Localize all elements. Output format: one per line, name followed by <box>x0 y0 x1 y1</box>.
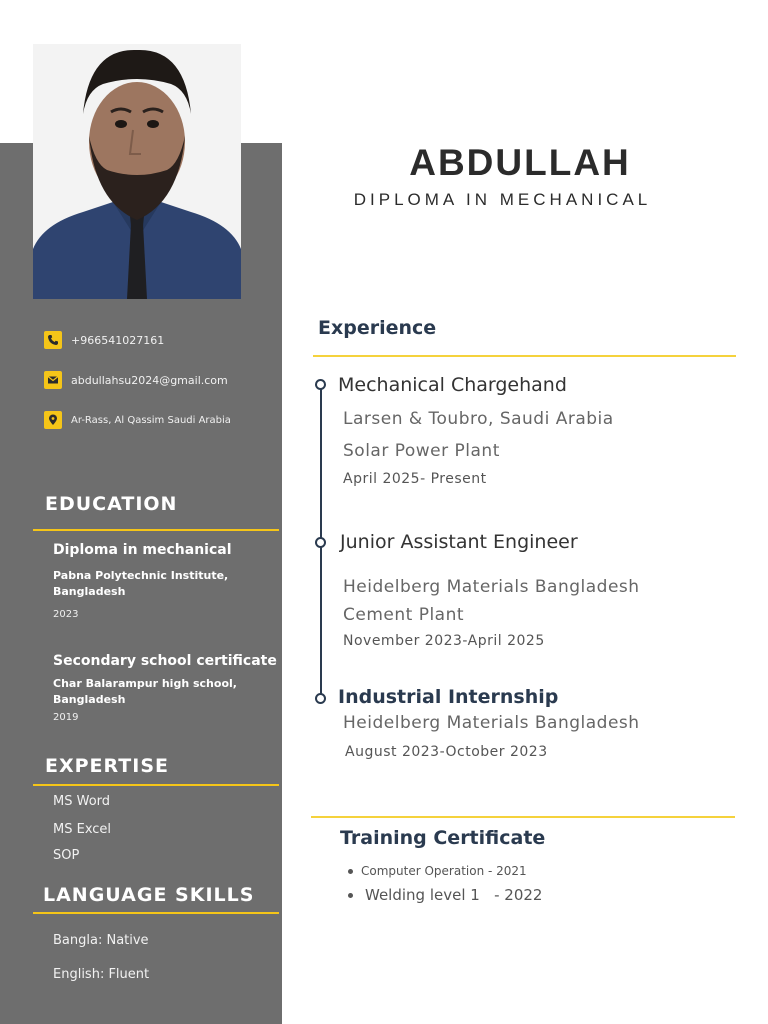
education-divider <box>33 529 279 531</box>
training-heading: Training Certificate <box>340 827 546 849</box>
candidate-name: ABDULLAH <box>409 142 631 183</box>
training-list <box>348 862 542 905</box>
job-title: Industrial Internship <box>338 686 559 708</box>
job-dates: August 2023-October 2023 <box>345 744 548 760</box>
education-heading: EDUCATION <box>45 493 178 515</box>
expertise-item: MS Excel <box>53 822 112 837</box>
contact-phone <box>44 331 164 349</box>
job-company: Heidelberg Materials Bangladesh <box>343 713 640 733</box>
job-detail: Cement Plant <box>343 605 465 625</box>
timeline-dot <box>315 537 326 548</box>
job-dates: November 2023-April 2025 <box>343 633 545 649</box>
training-item: Welding level 1 - 2022 <box>348 885 542 905</box>
phone-icon <box>44 331 62 349</box>
training-item: Computer Operation - 2021 <box>348 862 542 885</box>
job-dates: April 2025- Present <box>343 471 487 487</box>
language-item: English: Fluent <box>53 967 150 982</box>
expertise-item: SOP <box>53 848 80 863</box>
timeline-dot <box>315 379 326 390</box>
contact-address <box>44 411 231 429</box>
expertise-heading: EXPERTISE <box>45 755 170 777</box>
profile-photo-illustration <box>33 44 241 299</box>
education-degree: Secondary school certificate <box>53 653 277 669</box>
email-icon <box>44 371 62 389</box>
education-institution-country: Bangladesh <box>53 693 126 706</box>
education-year: 2023 <box>53 609 79 620</box>
education-institution: Pabna Polytechnic Institute, <box>53 569 229 582</box>
job-company: Larsen & Toubro, Saudi Arabia <box>343 409 614 429</box>
job-company: Heidelberg Materials Bangladesh <box>343 577 640 597</box>
language-skills-divider <box>33 912 279 914</box>
profile-photo <box>33 44 241 299</box>
job-title: Junior Assistant Engineer <box>340 531 578 553</box>
experience-heading: Experience <box>318 317 437 339</box>
contact-email <box>44 371 228 389</box>
candidate-title: DIPLOMA IN MECHANICAL <box>353 190 652 209</box>
education-institution: Char Balarampur high school, <box>53 677 237 690</box>
training-divider <box>311 816 735 818</box>
language-item: Bangla: Native <box>53 933 149 948</box>
job-detail: Solar Power Plant <box>343 441 500 461</box>
timeline-dot <box>315 693 326 704</box>
experience-divider <box>313 355 736 357</box>
phone-text: +966541027161 <box>71 333 165 347</box>
address-text: Ar-Rass, Al Qassim Saudi Arabia <box>71 414 231 426</box>
expertise-divider <box>33 784 279 786</box>
location-pin-icon <box>44 411 62 429</box>
education-year: 2019 <box>53 712 79 723</box>
email-text: abdullahsu2024@gmail.com <box>71 373 228 387</box>
expertise-item: MS Word <box>53 794 111 809</box>
job-title: Mechanical Chargehand <box>338 374 567 396</box>
education-degree: Diploma in mechanical <box>53 542 232 558</box>
education-institution-country: Bangladesh <box>53 585 126 598</box>
language-skills-heading: LANGUAGE SKILLS <box>43 884 255 906</box>
